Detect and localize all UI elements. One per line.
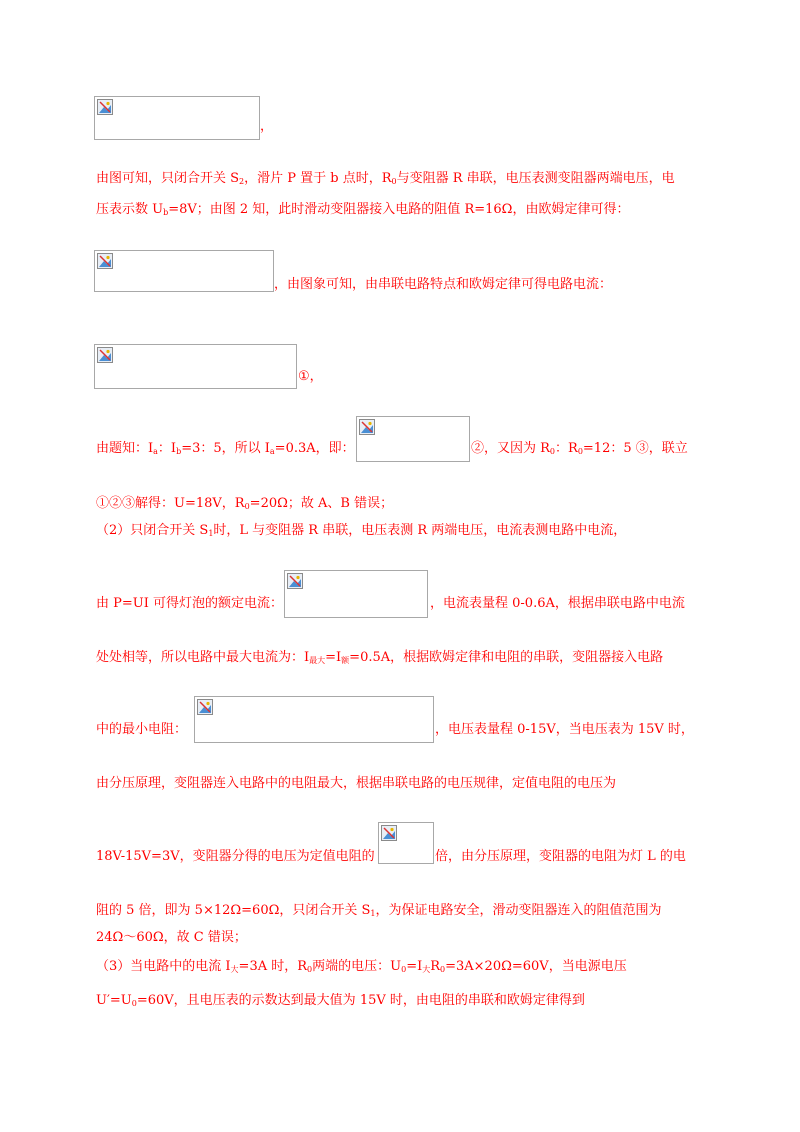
formula-image-4 xyxy=(356,416,470,462)
formula-image-5 xyxy=(284,570,428,618)
text-line-5: ①， xyxy=(298,369,323,384)
formula-image-6 xyxy=(194,696,434,743)
text-line-13-right: 倍，由分压原理，变阻器的电阻为灯 L 的电 xyxy=(435,849,686,864)
broken-image-icon xyxy=(97,99,113,115)
text-line-11-right: ，电压表量程 0-15V，当电压表为 15V 时， xyxy=(435,722,694,737)
text-line-12: 由分压原理，变阻器连入电路中的电阻最大，根据串联电路的电压规律，定值电阻的电压为 xyxy=(96,776,617,791)
text-line-7: ①②③解得：U=18V，$R_0=20\Omega$；故 A、B 错误； xyxy=(96,496,394,511)
text-line-3: 压表示数 $U_b=8V$；由图 2 知，此时滑动变阻器接入电路的阻值 R=16Ω，由欧姆定律可得： xyxy=(96,202,630,217)
text-line-16: （3）当电路中的电流 $I_大=3A$ 时，$R_0$两端的电压：$U_0=I_大R_0=3A\times 20\Omega=60V$，当电源电压 xyxy=(96,959,627,974)
text-line-14: 阻的 5 倍，即为 5×12Ω=60Ω，只闭合开关 $S_1$，为保证电路安全，滑动变阻器连入的阻值范围为 xyxy=(96,903,662,918)
formula-image-7 xyxy=(378,822,434,864)
text-line-6-left: 由题知：$I_a$：$I_b=3$：5，所以 $I_a=0.3A$，即： xyxy=(96,441,355,456)
broken-image-icon xyxy=(381,825,397,841)
text-line-6-right: ②，又因为 $R_0$：$R_0=12$：5 ③，联立 xyxy=(471,441,688,456)
text-line-9-right: ，电流表量程 0-0.6A，根据串联电路中电流 xyxy=(430,596,685,611)
text-line-13-left: 18V-15V=3V，变阻器分得的电压为定值电阻的 xyxy=(96,849,375,864)
text-line-15: 24Ω～60Ω，故 C 错误； xyxy=(96,930,247,945)
broken-image-icon xyxy=(97,253,113,269)
text-line-10: 处处相等，所以电路中最大电流为：$I_{最大}=I_额=0.5A$，根据欧姆定律和电阻的串联，变阻器接入电路 xyxy=(96,650,664,665)
formula-image-1 xyxy=(94,96,260,140)
text-line-17: $U'=U_0=60V$，且电压表的示数达到最大值为 15V 时，由电阻的串联和欧姆定律得到 xyxy=(96,993,585,1008)
text-line-4: ，由图象可知，由串联电路特点和欧姆定律可得电路电流： xyxy=(274,277,613,292)
text-line-1: ， xyxy=(260,119,274,134)
broken-image-icon xyxy=(97,347,113,363)
broken-image-icon xyxy=(287,573,303,589)
formula-image-2 xyxy=(94,250,274,292)
text-line-11-left: 中的最小电阻： xyxy=(96,722,188,737)
text-line-9-left: 由 P=UI 可得灯泡的额定电流： xyxy=(96,596,283,611)
broken-image-icon xyxy=(359,419,375,435)
text-line-8: （2）只闭合开关 $S_1$时，L 与变阻器 R 串联，电压表测 R 两端电压，电流表测电路中电流， xyxy=(96,523,627,538)
broken-image-icon xyxy=(197,699,213,715)
formula-image-3 xyxy=(94,344,297,389)
text-line-2: 由图可知，只闭合开关 $S_2$，滑片 P 置于 b 点时，$R_0$与变阻器 R 串联，电压表测变阻器两端电压，电 xyxy=(96,171,675,186)
